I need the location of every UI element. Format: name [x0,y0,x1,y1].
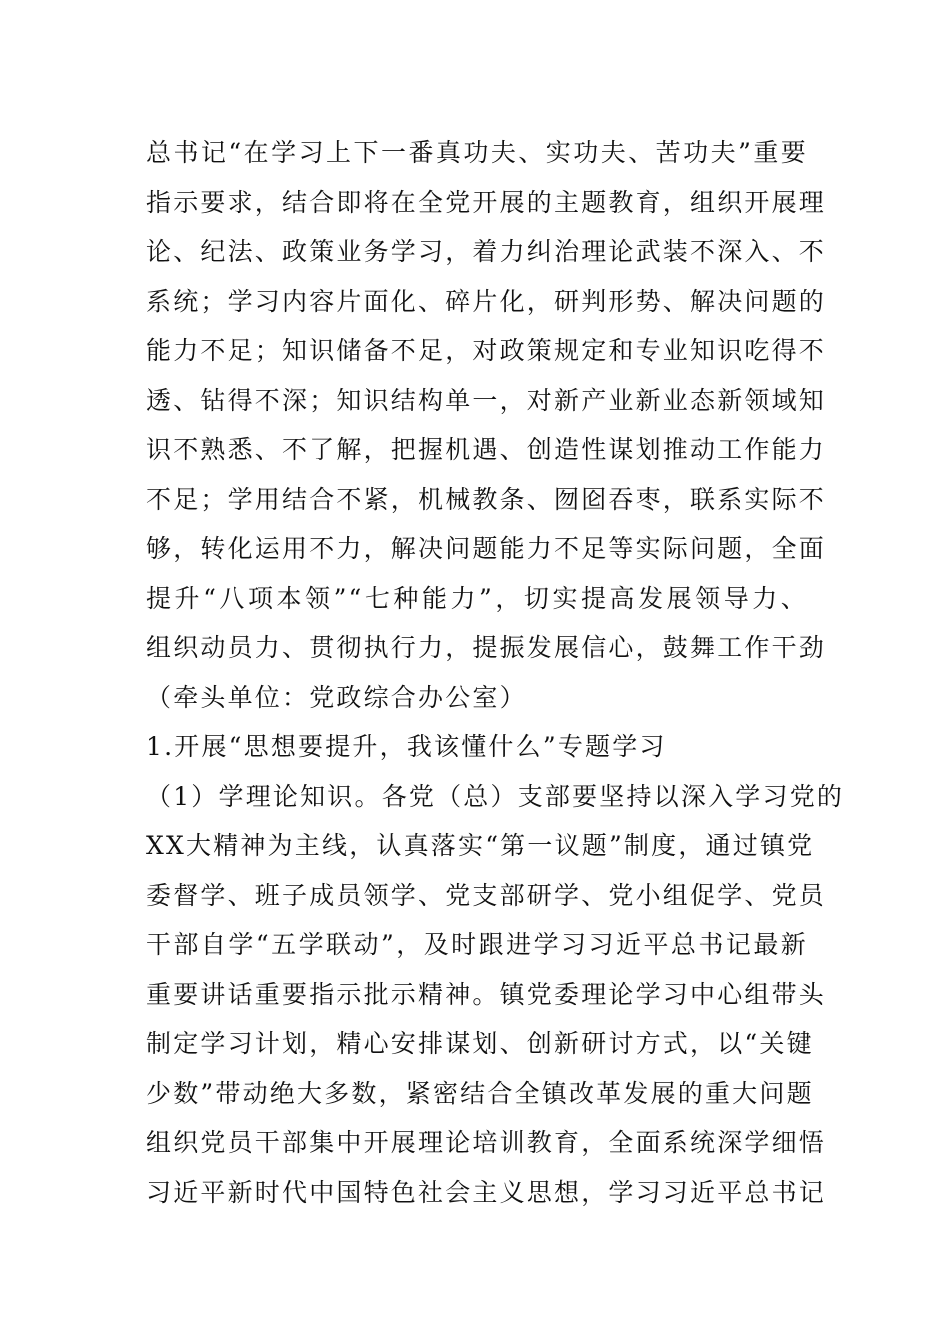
text-line: 组织动员力、贯彻执行力，提振发展信心，鼓舞工作干劲 [146,633,827,662]
text-line: 少数”带动绝大多数，紧密结合全镇改革发展的重大问题 [146,1078,814,1108]
text-line: 不足；学用结合不紧，机械教条、囫囵吞枣，联系实际不 [146,484,827,514]
document-body-text [146,128,845,1217]
text-line: 能力不足；知识储备不足，对政策规定和专业知识吃得不 [146,336,827,365]
text-line: 制定学习计划，精心安排谋划、创新研讨方式，以“关键 [146,1029,814,1058]
text-line: 指示要求，结合即将在全党开展的主题教育，组织开展理 [146,187,827,217]
text-line: XX大精神为主线，认真落实“第一议题”制度，通过镇党 [146,831,815,860]
text-line: 总书记“在学习上下一番真功夫、实功夫、苦功夫”重要 [146,138,808,167]
subsection-paragraph-start: （1）学理论知识。各党（总）支部要坚持以深入学习党的 [146,781,845,811]
text-line: 透、钻得不深；知识结构单一，对新产业新业态新领域知 [146,385,827,415]
section-heading: 1.开展“思想要提升，我该懂什么”专题学习 [146,732,667,761]
responsible-unit-note: （牵头单位：党政综合办公室） [146,682,527,712]
text-line: 组织党员干部集中开展理论培训教育，全面系统深学细悟 [146,1128,827,1157]
text-line: 委督学、班子成员领学、党支部研学、党小组促学、党员 [146,880,827,910]
text-line: 重要讲话重要指示批示精神。镇党委理论学习中心组带头 [146,979,827,1009]
text-line: 够，转化运用不力，解决问题能力不足等实际问题，全面 [146,534,827,563]
text-line: 识不熟悉、不了解，把握机遇、创造性谋划推动工作能力 [146,435,827,464]
text-line: 提升“八项本领”“七种能力”，切实提高发展领导力、 [146,583,808,613]
text-line: 习近平新时代中国特色社会主义思想，学习习近平总书记 [146,1177,827,1207]
text-line: 论、纪法、政策业务学习，着力纠治理论武装不深入、不 [146,237,827,266]
text-line: 系统；学习内容片面化、碎片化，研判形势、解决问题的 [146,286,827,316]
text-line: 干部自学“五学联动”，及时跟进学习习近平总书记最新 [146,930,808,959]
